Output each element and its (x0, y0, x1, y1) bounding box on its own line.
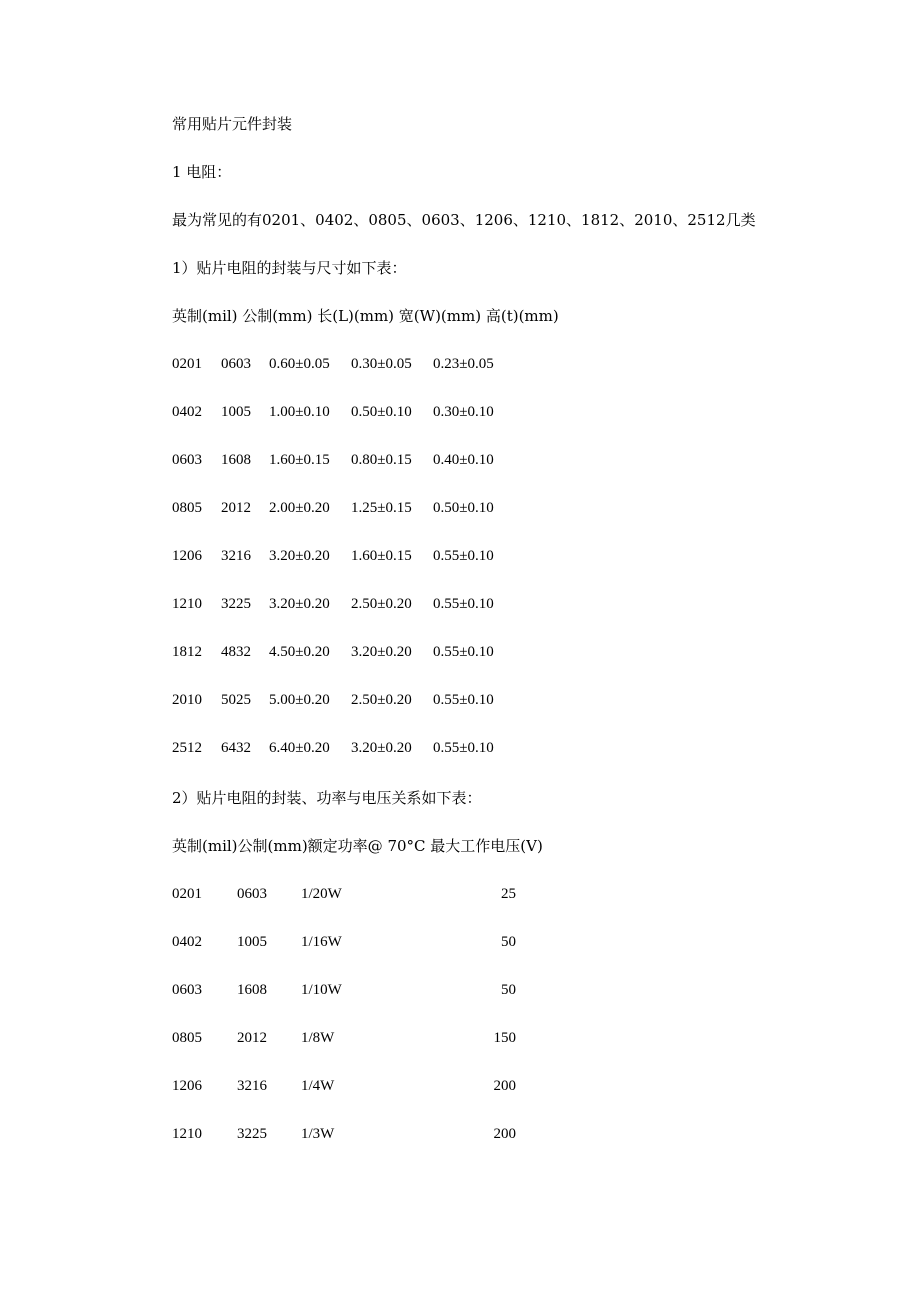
table1-header: 英制(mil) 公制(mm) 长(L)(mm) 宽(W)(mm) 高(t)(mm) (172, 307, 559, 325)
table1-cell-height: 0.50±0.10 (433, 500, 494, 516)
table1-cell-metric-code: 6432 (221, 740, 251, 756)
table1-cell-length: 2.00±0.20 (269, 500, 330, 516)
table2-cell-max-voltage: 50 (501, 934, 516, 950)
table2-header: 英制(mil)公制(mm)额定功率@ 70°C 最大工作电压(V) (172, 837, 543, 855)
table1-cell-metric-code: 4832 (221, 644, 251, 660)
table2-cell-rated-power: 1/4W (301, 1078, 335, 1094)
table2-cell-metric-code: 1608 (237, 982, 267, 998)
table2-cell-imperial-code: 0402 (172, 934, 202, 950)
table1-cell-length: 6.40±0.20 (269, 740, 330, 756)
table2-cell-imperial-code: 0201 (172, 886, 202, 902)
table1-cell-height: 0.55±0.10 (433, 692, 494, 708)
table1-cell-metric-code: 3225 (221, 596, 251, 612)
table1-cell-length: 1.00±0.10 (269, 404, 330, 420)
table1-cell-width: 0.80±0.15 (351, 452, 412, 468)
table1-cell-metric-code: 1005 (221, 404, 251, 420)
table1-cell-imperial-code: 2010 (172, 692, 202, 708)
table2-cell-metric-code: 3216 (237, 1078, 267, 1094)
table1-cell-imperial-code: 1210 (172, 596, 202, 612)
table2-cell-max-voltage: 200 (493, 1126, 516, 1142)
table1-cell-imperial-code: 2512 (172, 740, 202, 756)
table2-cell-imperial-code: 0603 (172, 982, 202, 998)
table1-cell-length: 1.60±0.15 (269, 452, 330, 468)
table1-cell-width: 0.30±0.05 (351, 356, 412, 372)
table2-cell-rated-power: 1/8W (301, 1030, 335, 1046)
table2-cell-max-voltage: 150 (493, 1030, 516, 1046)
section-heading-resistor: 1 电阻： (172, 163, 232, 181)
table1-cell-metric-code: 3216 (221, 548, 251, 564)
table1-cell-length: 3.20±0.20 (269, 596, 330, 612)
table1-cell-width: 2.50±0.20 (351, 692, 412, 708)
table2-cell-max-voltage: 200 (493, 1078, 516, 1094)
table1-cell-width: 2.50±0.20 (351, 596, 412, 612)
table2-cell-metric-code: 2012 (237, 1030, 267, 1046)
table1-cell-height: 0.23±0.05 (433, 356, 494, 372)
table1-cell-metric-code: 1608 (221, 452, 251, 468)
table1-cell-height: 0.30±0.10 (433, 404, 494, 420)
table1-cell-metric-code: 2012 (221, 500, 251, 516)
table1-cell-width: 0.50±0.10 (351, 404, 412, 420)
table1-cell-height: 0.55±0.10 (433, 548, 494, 564)
table2-cell-metric-code: 0603 (237, 886, 267, 902)
table1-cell-imperial-code: 1206 (172, 548, 202, 564)
table1-cell-width: 3.20±0.20 (351, 644, 412, 660)
table1-cell-height: 0.55±0.10 (433, 740, 494, 756)
table1-cell-metric-code: 0603 (221, 356, 251, 372)
table2-cell-imperial-code: 0805 (172, 1030, 202, 1046)
table1-cell-length: 5.00±0.20 (269, 692, 330, 708)
table1-cell-height: 0.55±0.10 (433, 644, 494, 660)
table1-cell-length: 3.20±0.20 (269, 548, 330, 564)
table1-cell-length: 0.60±0.05 (269, 356, 330, 372)
table2-cell-max-voltage: 50 (501, 982, 516, 998)
table2-cell-metric-code: 1005 (237, 934, 267, 950)
table1-cell-height: 0.40±0.10 (433, 452, 494, 468)
table1-cell-length: 4.50±0.20 (269, 644, 330, 660)
table1-cell-imperial-code: 0805 (172, 500, 202, 516)
table2-cell-max-voltage: 25 (501, 886, 516, 902)
table1-cell-imperial-code: 0201 (172, 356, 202, 372)
table2-cell-imperial-code: 1210 (172, 1126, 202, 1142)
table1-cell-metric-code: 5025 (221, 692, 251, 708)
document-title: 常用贴片元件封装 (172, 115, 293, 133)
table1-cell-height: 0.55±0.10 (433, 596, 494, 612)
table1-cell-width: 1.60±0.15 (351, 548, 412, 564)
table1-caption: 1）贴片电阻的封装与尺寸如下表： (172, 259, 407, 277)
table1-cell-width: 3.20±0.20 (351, 740, 412, 756)
table1-cell-imperial-code: 1812 (172, 644, 202, 660)
table1-cell-imperial-code: 0603 (172, 452, 202, 468)
table2-cell-metric-code: 3225 (237, 1126, 267, 1142)
common-sizes-text: 最为常见的有0201、0402、0805、0603、1206、1210、1812、2010、2512几类 (172, 211, 756, 229)
table1-cell-width: 1.25±0.15 (351, 500, 412, 516)
table2-cell-rated-power: 1/10W (301, 982, 342, 998)
table2-cell-rated-power: 1/3W (301, 1126, 335, 1142)
table2-caption: 2）贴片电阻的封装、功率与电压关系如下表： (172, 789, 482, 807)
table2-cell-imperial-code: 1206 (172, 1078, 202, 1094)
table2-cell-rated-power: 1/20W (301, 886, 342, 902)
table1-cell-imperial-code: 0402 (172, 404, 202, 420)
table2-cell-rated-power: 1/16W (301, 934, 342, 950)
